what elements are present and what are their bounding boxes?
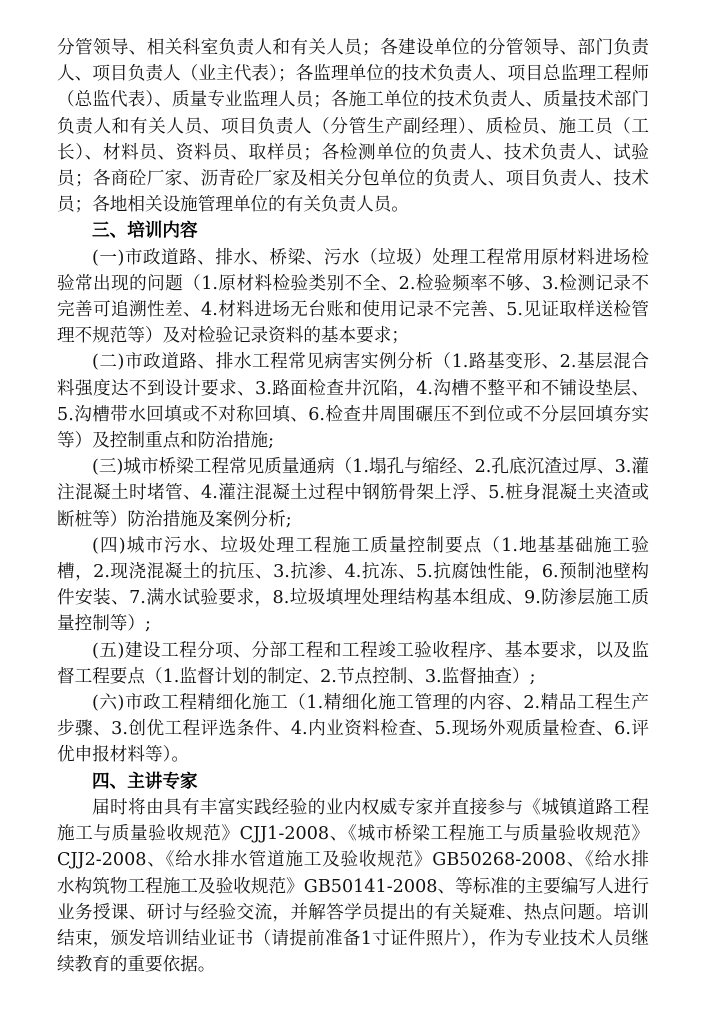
training-item-4: (四)城市污水、垃圾处理工程施工质量控制要点（1.地基基础施工验槽，2.现浇混凝土的抗压、3.抗渗、4.抗冻、5.抗腐蚀性能，6.预制池壁构件安装、7.满水试验要求，8.垃圾填埋处理结构基本组成、9.防渗层施工质量控制等）; <box>57 535 649 635</box>
training-item-1: (一)市政道路、排水、桥梁、污水（垃圾）处理工程常用原材料进场检验常出现的问题（1.原材料检验类别不全、2.检验频率不够、3.检测记录不完善可追溯性差、4.材料进场无台账和使用记录不完善、5.见证取样送检管理不规范等）及对检验记录资料的基本要求； <box>57 247 649 347</box>
document-page <box>57 35 649 978</box>
training-item-5: (五)建设工程分项、分部工程和工程竣工验收程序、基本要求，以及监督工程要点（1.监督计划的制定、2.节点控制、3.监督抽查）; <box>57 640 649 687</box>
training-item-6: (六)市政工程精细化施工（1.精细化施工管理的内容、2.精品工程生产步骤、3.创优工程评选条件、4.内业资料检查、5.现场外观质量检查、6.评优申报材料等）。 <box>57 693 649 766</box>
section-heading-lecturers: 四、主讲专家 <box>92 771 198 792</box>
lecturers-paragraph: 届时将由具有丰富实践经验的业内权威专家并直接参与《城镇道路工程施工与质量验收规范》CJJ1-2008、《城市桥梁工程施工与质量验收规范》CJJ2-2008、《给水排水管道施工及验收规范》GB50268-2008、《给水排水构筑物工程施工及验收规范》GB50141-2008、等标准的主要编写人进行业务授课、研讨与经验交流，并解答学员提出的有关疑难、热点问题。培训结束，颁发培训结业证书（请提前准备1寸证件照片），作为专业技术人员继续教育的重要依据。 <box>57 797 649 976</box>
intro-paragraph: 分管领导、相关科室负责人和有关人员；各建设单位的分管领导、部门负责人、项目负责人（业主代表）；各监理单位的技术负责人、项目总监理工程师（总监代表）、质量专业监理人员；各施工单位的技术负责人、质量技术部门负责人和有关人员、项目负责人（分管生产副经理）、质检员、施工员（工长）、材料员、资料员、取样员；各检测单位的负责人、技术负责人、试验员；各商砼厂家、沥青砼厂家及相关分包单位的负责人、项目负责人、技术员；各地相关设施管理单位的有关负责人员。 <box>57 38 649 216</box>
training-item-2: (二)市政道路、排水工程常见病害实例分析（1.路基变形、2.基层混合料强度达不到设计要求、3.路面检查井沉陷，4.沟槽不整平和不铺设垫层、5.沟槽带水回填或不对称回填、6.检查井周围碾压不到位或不分层回填夯实等）及控制重点和防治措施; <box>57 352 649 452</box>
section-heading-training-content: 三、培训内容 <box>92 221 198 242</box>
training-item-3: (三)城市桥梁工程常见质量通病（1.塌孔与缩经、2.孔底沉渣过厚、3.灌注混凝土时堵管、4.灌注混凝土过程中钢筋骨架上浮、5.桩身混凝土夹渣或断桩等）防治措施及案例分析; <box>57 457 649 530</box>
